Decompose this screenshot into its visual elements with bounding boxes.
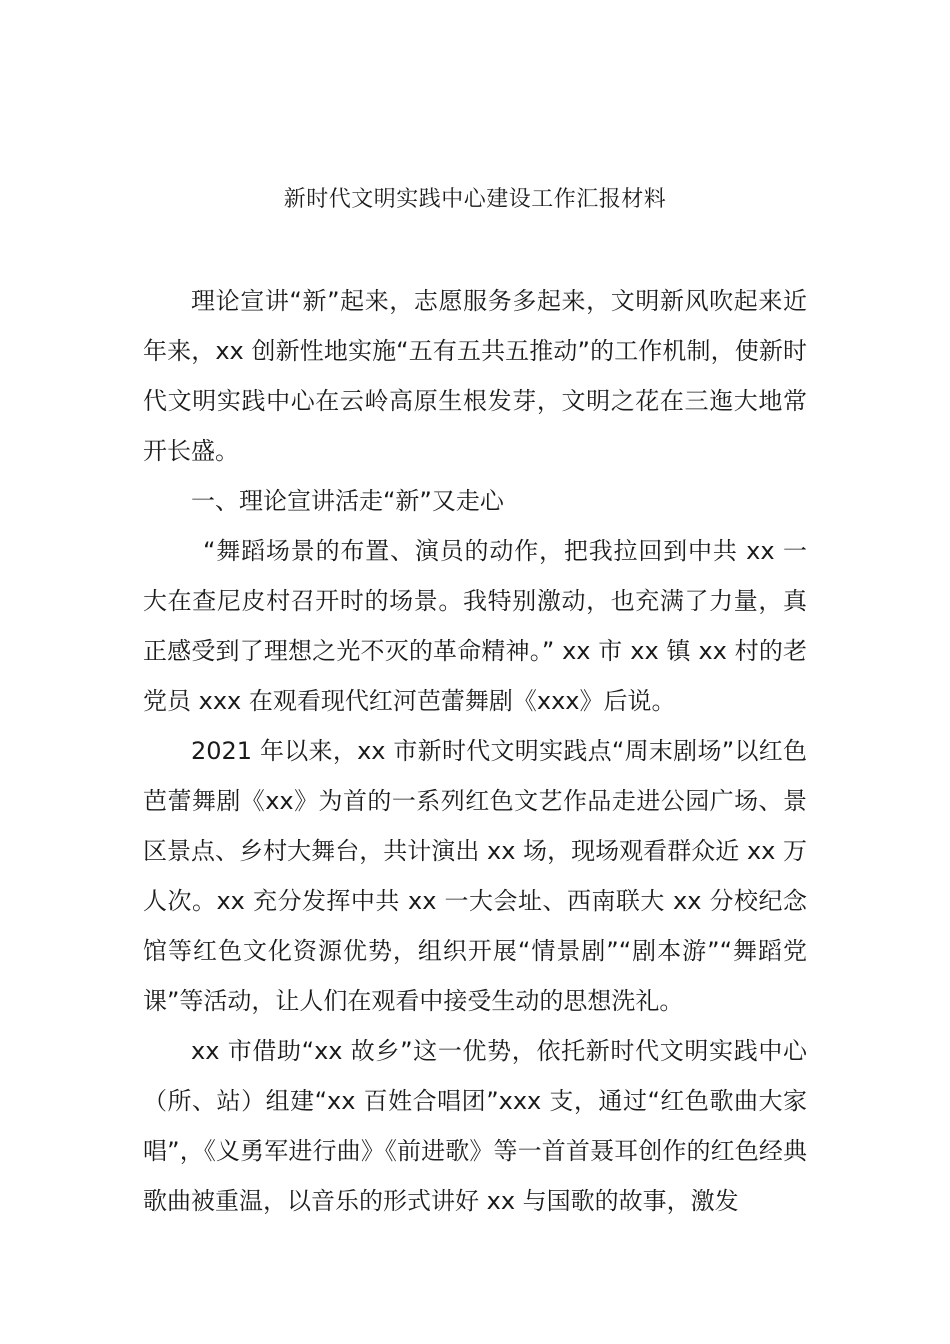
paragraph-quote: “舞蹈场景的布置、演员的动作，把我拉回到中共 xx 一大在查尼皮村召开时的场景。我特别激动，也充满了力量，真正感受到了理想之光不灭的革命精神。” xx 市 xx 镇 xx 村的老党员 xxx 在观看现代红河芭蕾舞剧《xxx》后说。 <box>143 537 807 715</box>
paragraph-intro: 理论宣讲“新”起来，志愿服务多起来，文明新风吹起来近年来，xx 创新性地实施“五有五共五推动”的工作机制，使新时代文明实践中心在云岭高原生根发芽，文明之花在三迤大地常开长盛。 <box>143 287 807 465</box>
paragraph-choir: xx 市借助“xx 故乡”这一优势，依托新时代文明实践中心（所、站）组建“xx 百姓合唱团”xxx 支，通过“红色歌曲大家唱”，《义勇军进行曲》《前进歌》等一首首聂耳创作的红色经典歌曲被重温，以音乐的形式讲好 xx 与国歌的故事，激发 <box>143 1037 807 1215</box>
document-title: 新时代文明实践中心建设工作汇报材料 <box>283 187 667 212</box>
paragraph-weekend-theater: 2021 年以来，xx 市新时代文明实践点“周末剧场”以红色芭蕾舞剧《xx》为首的一系列红色文艺作品走进公园广场、景区景点、乡村大舞台，共计演出 xx 场，现场观看群众近 xx 万人次。xx 充分发挥中共 xx 一大会址、西南联大 xx 分校纪念馆等红色文化资源优势，组织开展“情景剧”“剧本游”“舞蹈党课”等活动，让人们在观看中接受生动的思想洗礼。 <box>143 737 807 1015</box>
document-body <box>143 276 807 1226</box>
section-heading-1: 一、理论宣讲活走“新”又走心 <box>191 487 504 515</box>
